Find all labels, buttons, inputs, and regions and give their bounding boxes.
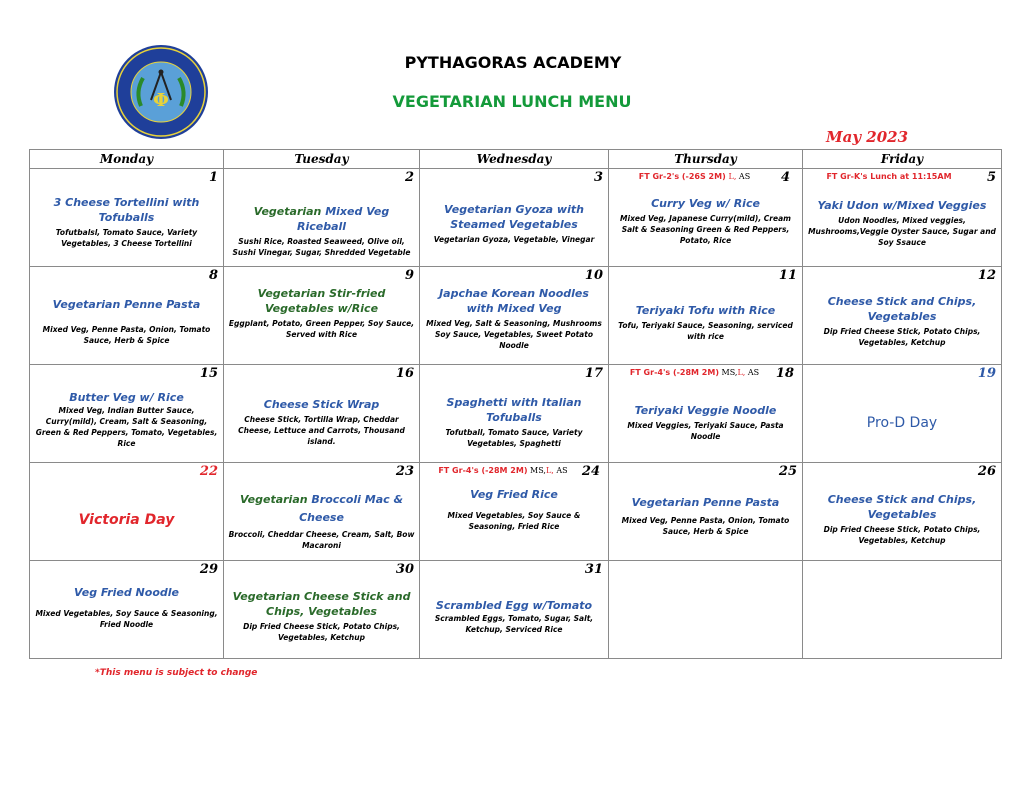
dish-name: Vegetarian Mixed Veg Riceball — [253, 205, 390, 233]
svg-text:Φ: Φ — [153, 90, 169, 111]
day-cell — [224, 463, 420, 561]
day-cell — [803, 169, 1002, 267]
dish-ingredients: Eggplant, Potato, Green Pepper, Soy Sauce, Served with Rice — [228, 319, 415, 339]
day-number: 26 — [977, 464, 996, 479]
dish-ingredients: Mixed Vegetables, Soy Sauce & Seasoning, Fried Noodle — [35, 609, 218, 629]
day-cell — [224, 267, 420, 365]
day-number: 17 — [584, 366, 603, 381]
dish-name: Vegetarian Cheese Stick and Chips, Vegetables — [232, 590, 411, 618]
dish-ingredients: Sushi Rice, Roasted Seaweed, Olive oil, Sushi Vinegar, Sugar, Shredded Vegetable — [232, 237, 411, 257]
day-cell — [224, 561, 420, 659]
weekday-header: Thursday — [609, 150, 803, 169]
day-number: 8 — [208, 268, 218, 283]
day-cell — [803, 365, 1002, 463]
field-trip-note: FT Gr-K's Lunch at 11:15AM — [826, 172, 952, 181]
holiday-label: Pro-D Day — [866, 415, 938, 431]
day-cell — [609, 267, 803, 365]
day-number: 5 — [986, 170, 996, 185]
dish-ingredients: Scrambled Eggs, Tomato, Sugar, Salt, Ketchup, Serviced Rice — [434, 614, 594, 634]
dish-name: Vegetarian Penne Pasta — [52, 298, 201, 311]
day-number: 23 — [395, 464, 414, 479]
dish-name: Veg Fried Noodle — [74, 586, 179, 599]
dish-ingredients: Mixed Veg, Japanese Curry(mild), Cream Salt & Seasoning Green & Red Peppers, Potato, Rice — [620, 214, 791, 245]
menu-title: VEGETARIAN LUNCH MENU — [392, 92, 632, 111]
weekday-header: Tuesday — [224, 150, 420, 169]
dish-name: Vegetarian Penne Pasta — [631, 496, 780, 509]
weekday-header: Monday — [30, 150, 224, 169]
dish-name: Japchae Korean Noodles with Mixed Veg — [439, 287, 589, 315]
field-trip-note: FT Gr-4's (-28M 2M) MS,L, AS — [629, 368, 760, 377]
dish-name: Spaghetti with Italian Tofuballs — [446, 396, 582, 424]
day-number: 24 — [581, 464, 600, 479]
day-number: 1 — [208, 170, 218, 185]
day-number: 30 — [395, 562, 414, 577]
dish-name: Teriyaki Tofu with Rice — [635, 304, 776, 317]
dish-ingredients: Udon Noodles, Mixed veggies, Mushrooms,Veggie Oyster Sauce, Sugar and Soy Ssauce — [808, 216, 996, 247]
dish-ingredients: Dip Fried Cheese Stick, Potato Chips, Vegetables, Ketchup — [823, 327, 981, 347]
field-trip-note: FT Gr-4's (-28M 2M) MS,L, AS — [438, 466, 568, 475]
dish-name: Vegetarian Stir-fried Vegetables w/Rice — [257, 287, 386, 315]
dish-ingredients: Mixed Veg, Indian Butter Sauce, Curry(mild), Cream, Salt & Seasoning, Green & Red Peppers, Tomato, Vegetables, Rice — [35, 406, 218, 448]
school-name: PYTHAGORAS ACADEMY — [404, 53, 622, 72]
dish-ingredients: Mixed Vegetables, Soy Sauce & Seasoning, Fried Rice — [447, 511, 581, 531]
day-number: 11 — [778, 268, 797, 283]
day-number: 25 — [778, 464, 797, 479]
day-cell — [420, 561, 609, 659]
day-cell-empty — [609, 561, 803, 659]
dish-ingredients: Mixed Veg, Penne Pasta, Onion, Tomato Sauce, Herb & Spice — [621, 516, 790, 536]
dish-ingredients: Mixed Veg, Salt & Seasoning, Mushrooms Soy Sauce, Vegetables, Sweet Potato Noodle — [426, 319, 602, 350]
day-cell — [803, 463, 1002, 561]
weekday-header-row — [30, 150, 1002, 169]
day-cell — [609, 169, 803, 267]
dish-ingredients: Cheese Stick, Tortilla Wrap, Cheddar Cheese, Lettuce and Carrots, Thousand island. — [238, 415, 405, 446]
day-cell — [30, 169, 224, 267]
dish-ingredients: Dip Fried Cheese Stick, Potato Chips, Vegetables, Ketchup — [823, 525, 981, 545]
dish-ingredients: Mixed Veggies, Teriyaki Sauce, Pasta Noodle — [627, 421, 784, 441]
field-trip-note: FT Gr-2's (-26S 2M) L, AS — [638, 172, 751, 181]
dish-ingredients: Tofutbalsl, Tomato Sauce, Variety Vegetables, 3 Cheese Tortellini — [55, 228, 198, 248]
holiday-label: Victoria Day — [78, 512, 175, 528]
weekday-header: Wednesday — [420, 150, 609, 169]
day-cell — [224, 365, 420, 463]
dish-name: Teriyaki Veggie Noodle — [634, 404, 777, 417]
day-number: 4 — [780, 170, 790, 185]
day-number: 3 — [593, 170, 603, 185]
dish-ingredients: Tofutball, Tomato Sauce, Variety Vegetables, Spaghetti — [445, 428, 583, 448]
weekday-header: Friday — [803, 150, 1002, 169]
month-label: May 2023 — [826, 128, 909, 146]
day-number: 12 — [977, 268, 996, 283]
day-cell — [224, 169, 420, 267]
disclaimer-note: *This menu is subject to change — [95, 668, 258, 678]
day-cell — [420, 463, 609, 561]
day-number: 15 — [199, 366, 218, 381]
day-cell — [609, 463, 803, 561]
day-cell — [420, 169, 609, 267]
dish-ingredients: Vegetarian Gyoza, Vegetable, Vinegar — [433, 235, 595, 244]
day-number: 29 — [199, 562, 218, 577]
week-row — [30, 561, 1002, 659]
dish-name: Vegetarian Broccoli Mac & Cheese — [239, 493, 404, 524]
day-cell — [609, 365, 803, 463]
week-row — [30, 463, 1002, 561]
dish-name: 3 Cheese Tortellini with Tofuballs — [53, 196, 200, 224]
day-cell — [803, 267, 1002, 365]
day-number: 10 — [584, 268, 603, 283]
day-number: 22 — [199, 464, 218, 479]
dish-ingredients: Dip Fried Cheese Stick, Potato Chips, Vegetables, Ketchup — [243, 622, 400, 642]
week-row — [30, 169, 1002, 267]
day-number: 19 — [977, 366, 996, 381]
day-cell — [420, 267, 609, 365]
day-cell — [30, 463, 224, 561]
day-cell — [420, 365, 609, 463]
day-number: 31 — [584, 562, 603, 577]
week-row — [30, 365, 1002, 463]
dish-name: Cheese Stick and Chips, Vegetables — [827, 295, 977, 323]
day-number: 18 — [775, 366, 794, 381]
day-number: 2 — [404, 170, 414, 185]
day-number: 16 — [395, 366, 414, 381]
day-number: 9 — [404, 268, 414, 283]
dish-name: Cheese Stick Wrap — [263, 398, 380, 411]
dish-name: Butter Veg w/ Rice — [69, 391, 184, 404]
dish-name: Yaki Udon w/Mixed Veggies — [817, 199, 987, 212]
dish-name: Scrambled Egg w/Tomato — [435, 599, 593, 612]
dish-ingredients: Mixed Veg, Penne Pasta, Onion, Tomato Sauce, Herb & Spice — [42, 325, 211, 345]
calendar-table — [29, 149, 1002, 659]
dish-name: Vegetarian Gyoza with Steamed Vegetables — [444, 203, 584, 231]
dish-name: Veg Fried Rice — [470, 488, 558, 501]
dish-name: Curry Veg w/ Rice — [651, 197, 760, 210]
dish-ingredients: Broccoli, Cheddar Cheese, Cream, Salt, Bow Macaroni — [228, 530, 415, 550]
day-cell-empty — [803, 561, 1002, 659]
dish-ingredients: Tofu, Teriyaki Sauce, Seasoning, serviced with rice — [618, 321, 793, 341]
week-row — [30, 267, 1002, 365]
day-cell — [30, 561, 224, 659]
day-cell — [30, 365, 224, 463]
day-cell — [30, 267, 224, 365]
dish-name: Cheese Stick and Chips, Vegetables — [827, 493, 977, 521]
